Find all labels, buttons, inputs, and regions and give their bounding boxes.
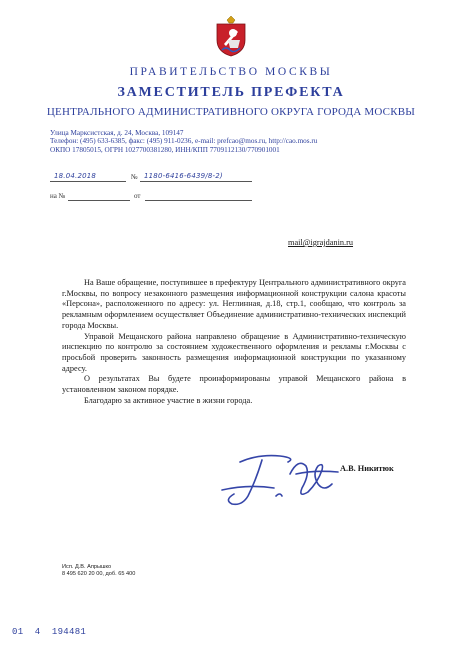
handwritten-signature — [218, 444, 348, 514]
paragraph-3: О результатах Вы будете проинформированы управой Мещанского района в установленном законом порядке. — [62, 374, 406, 395]
signer-name: А.В. Никитюк — [340, 464, 394, 473]
registration-number: 1180-6416-6439/8-2) — [144, 172, 223, 180]
paragraph-4: Благодарю за активное участие в жизни города. — [84, 395, 253, 405]
number-underline — [140, 181, 252, 182]
address-line: Улица Марксистская, д. 24, Москва, 109147 — [50, 129, 184, 137]
government-heading: ПРАВИТЕЛЬСТВО МОСКВЫ — [129, 66, 333, 78]
letter-body — [62, 278, 406, 406]
paragraph-1: На Ваше обращение, поступившее в префектуру Центрального административного округа г.Москвы, по вопросу незаконного размещения информационной конструкции салона красоты «Персона», расположенного по адресу: ул. Неглинная, д.18, стр.1, сообщаю, что контроль за рекламным оформлением осуществляет Объединение административно-технических инспекций города Москвы. — [62, 278, 406, 330]
district-heading: ЦЕНТРАЛЬНОГО АДМИНИСТРАТИВНОГО ОКРУГА ГОРОДА МОСКВЫ — [46, 106, 416, 118]
executor-phone: 8 495 620 20 00, доб. 65 400 — [62, 571, 136, 578]
date-underline — [50, 181, 126, 182]
executor-name: Исп. Д.В. Апрышко — [62, 564, 112, 570]
document-serial-number: 01 4 194481 — [12, 627, 87, 637]
from-underline — [145, 200, 252, 201]
contact-block — [50, 129, 450, 154]
codes-line: ОКПО 17805015, ОГРН 1027700381280, ИНН/КПП 7709112130/770901001 — [50, 145, 280, 154]
position-heading: ЗАМЕСТИТЕЛЬ ПРЕФЕКТА — [117, 85, 345, 100]
in-reply-underline — [68, 200, 130, 201]
from-label: от — [134, 192, 141, 200]
paragraph-2: Управой Мещанского района направлено обращение в Административно-техническую инспекцию по контролю за состоянием художественного оформления и рекламы г.Москвы с просьбой проверить законность размещения информационной конструкции по указанному адресу. — [62, 331, 406, 373]
registration-date: 18.04.2018 — [54, 172, 97, 180]
moscow-coat-of-arms-icon — [214, 14, 248, 58]
addressee-email: mail@igrajdanin.ru — [288, 238, 354, 247]
executor-block — [62, 564, 135, 579]
number-label: № — [131, 173, 138, 181]
in-reply-label: на № — [50, 192, 66, 200]
phones-line: Телефон: (495) 633-6385, факс: (495) 911-0236, e-mail: prefcao@mos.ru, http://cao.mos.ru — [50, 137, 318, 146]
